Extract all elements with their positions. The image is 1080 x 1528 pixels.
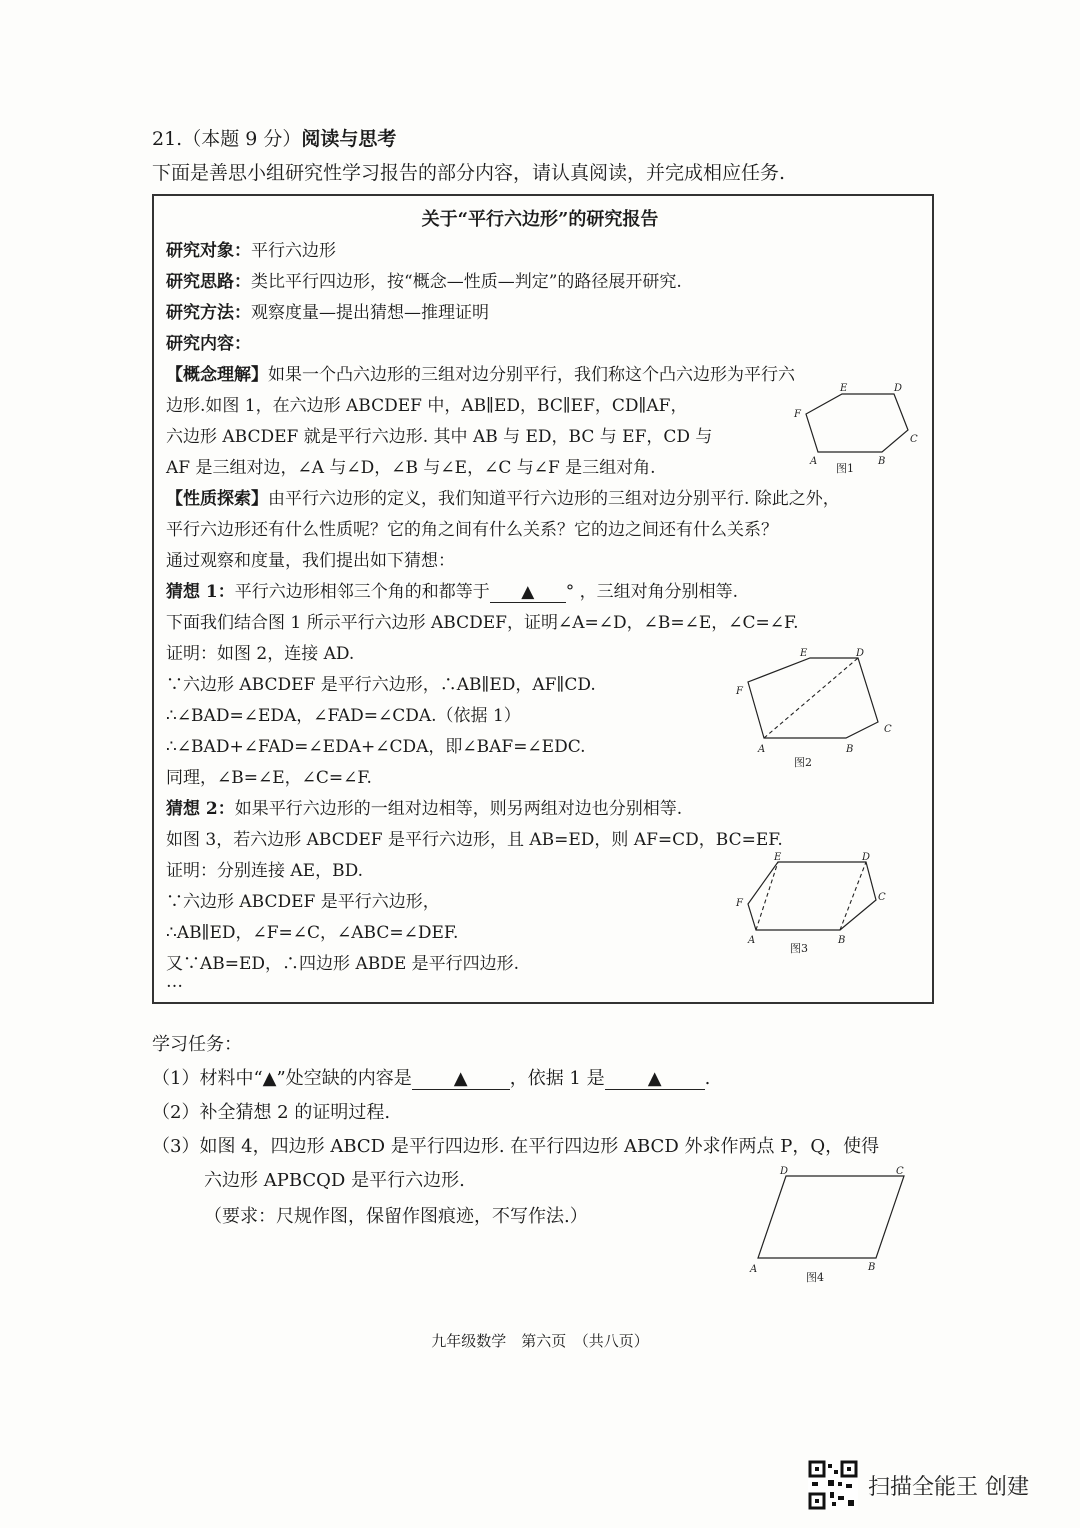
proof1-intro: 下面我们结合图 1 所示平行六边形 ABCDEF，证明∠A=∠D，∠B=∠E，∠C=∠F. [166, 613, 799, 633]
fig1-label-e: E [840, 383, 848, 394]
concept-line-4: AF 是三组对边，∠A 与∠D，∠B 与∠E，∠C 与∠F 是三组对角. [166, 458, 656, 478]
fig4-label-c: C [896, 1166, 904, 1177]
proof2-ellipsis: … [166, 972, 183, 992]
proof2-line-2: ∵六边形 ABCDEF 是平行六边形， [166, 892, 440, 912]
task-3-line-2: 六边形 APBCQD 是平行六边形. [204, 1170, 465, 1191]
fig3-label-d: D [862, 852, 871, 863]
fig3-label-a: A [748, 935, 756, 946]
fig1-caption: 图1 [836, 462, 854, 475]
guess1-blank: ▲ [490, 582, 566, 603]
task-3-line-1: （3）如图 4，四边形 ABCD 是平行四边形. 在平行四边形 ABCD 外求作两点 P，Q，使得 [152, 1136, 880, 1157]
proof1-line-3: ∴∠BAD=∠EDA，∠FAD=∠CDA.（依据 1） [166, 706, 521, 726]
tasks-header: 学习任务： [152, 1034, 242, 1055]
fig2-label-e: E [800, 648, 808, 659]
figure-1 [790, 380, 930, 480]
concept-line-3: 六边形 ABCDEF 就是平行六边形. 其中 AB 与 ED，BC 与 EF，CD 与 [166, 427, 713, 447]
concept-line-1: 【概念理解】如果一个凸六边形的三组对边分别平行，我们称这个凸六边形为平行六 [166, 365, 795, 385]
question-header [152, 124, 396, 151]
fig2-label-a: A [758, 744, 766, 755]
guess-2: 猜想 2：如果平行六边形的一组对边相等，则另两组对边也分别相等. [166, 799, 683, 819]
fig2-caption: 图2 [794, 756, 812, 769]
task-1: （1）材料中“▲”处空缺的内容是 ▲ ，依据 1 是 ▲ . [152, 1068, 711, 1089]
question-title: 阅读与思考 [301, 128, 397, 150]
figure-4 [740, 1162, 920, 1286]
scanner-watermark: 扫描全能王 创建 [868, 1475, 1029, 1500]
proof2-intro: 如图 3，若六边形 ABCDEF 是平行六边形，且 AB=ED，则 AF=CD，BC=EF. [166, 830, 783, 850]
research-idea: 研究思路：类比平行四边形，按“概念—性质—判定”的路径展开研究. [166, 272, 682, 292]
question-score: （本题 9 分） [182, 128, 302, 150]
task1-blank-2: ▲ [605, 1068, 705, 1090]
proof1-line-4: ∴∠BAD+∠FAD=∠EDA+∠CDA，即∠BAF=∠EDC. [166, 737, 586, 757]
proof1-line-5: 同理，∠B=∠E，∠C=∠F. [166, 768, 372, 788]
proof2-line-3: ∴AB∥ED，∠F=∠C，∠ABC=∠DEF. [166, 923, 459, 943]
proof2-line-4: 又∵AB=ED，∴四边形 ABDE 是平行四边形. [166, 954, 520, 974]
fig2-label-d: D [856, 648, 865, 659]
fig1-label-a: A [810, 456, 818, 467]
fig2-label-c: C [884, 724, 892, 735]
concept-line-2: 边形.如图 1，在六边形 ABCDEF 中，AB∥ED，BC∥EF，CD∥AF， [166, 396, 688, 416]
task1-blank-1: ▲ [412, 1068, 510, 1090]
qr-code-icon [808, 1460, 858, 1510]
fig3-caption: 图3 [790, 942, 808, 955]
research-object: 研究对象：平行六边形 [166, 241, 336, 261]
property-line-1: 【性质探索】由平行六边形的定义，我们知道平行六边形的三组对边分别平行. 除此之外， [166, 489, 840, 509]
question-number: 21. [152, 128, 183, 150]
fig3-label-e: E [774, 852, 782, 863]
task-3-line-3: （要求：尺规作图，保留作图痕迹，不写作法.） [204, 1206, 588, 1227]
property-line-3: 通过观察和度量，我们提出如下猜想： [166, 551, 455, 571]
fig2-label-b: B [846, 744, 854, 755]
figure-3 [728, 848, 898, 960]
proof1-line-2: ∵六边形 ABCDEF 是平行六边形，∴AB∥ED，AF∥CD. [166, 675, 596, 695]
fig1-label-d: D [894, 383, 903, 394]
fig4-caption: 图4 [806, 1271, 824, 1284]
proof2-line-1: 证明：分别连接 AE，BD. [166, 861, 364, 881]
fig2-label-f: F [736, 686, 743, 697]
figure-2 [728, 646, 904, 774]
research-content-label: 研究内容： [166, 334, 251, 354]
fig1-label-f: F [794, 409, 801, 420]
page-footer: 九年级数学 第六页 （共八页） [431, 1332, 649, 1350]
task-2: （2）补全猜想 2 的证明过程. [152, 1102, 391, 1123]
fig1-label-c: C [910, 434, 918, 445]
fig4-label-b: B [868, 1262, 876, 1273]
fig3-label-b: B [838, 935, 846, 946]
property-line-2: 平行六边形还有什么性质呢？它的角之间有什么关系？它的边之间还有什么关系？ [166, 520, 778, 540]
fig1-label-b: B [878, 456, 886, 467]
fig4-label-a: A [750, 1264, 758, 1275]
research-method: 研究方法：观察度量—提出猜想—推理证明 [166, 303, 489, 323]
fig3-label-f: F [736, 898, 743, 909]
proof1-line-1: 证明：如图 2，连接 AD. [166, 644, 355, 664]
fig3-label-c: C [878, 892, 886, 903]
report-title: 关于“平行六边形”的研究报告 [421, 209, 659, 230]
guess-1: 猜想 1：平行六边形相邻三个角的和都等于 ▲ ° ，三组对角分别相等. [166, 582, 739, 602]
fig4-label-d: D [780, 1166, 789, 1177]
question-intro: 下面是善思小组研究性学习报告的部分内容，请认真阅读，并完成相应任务. [152, 162, 786, 184]
